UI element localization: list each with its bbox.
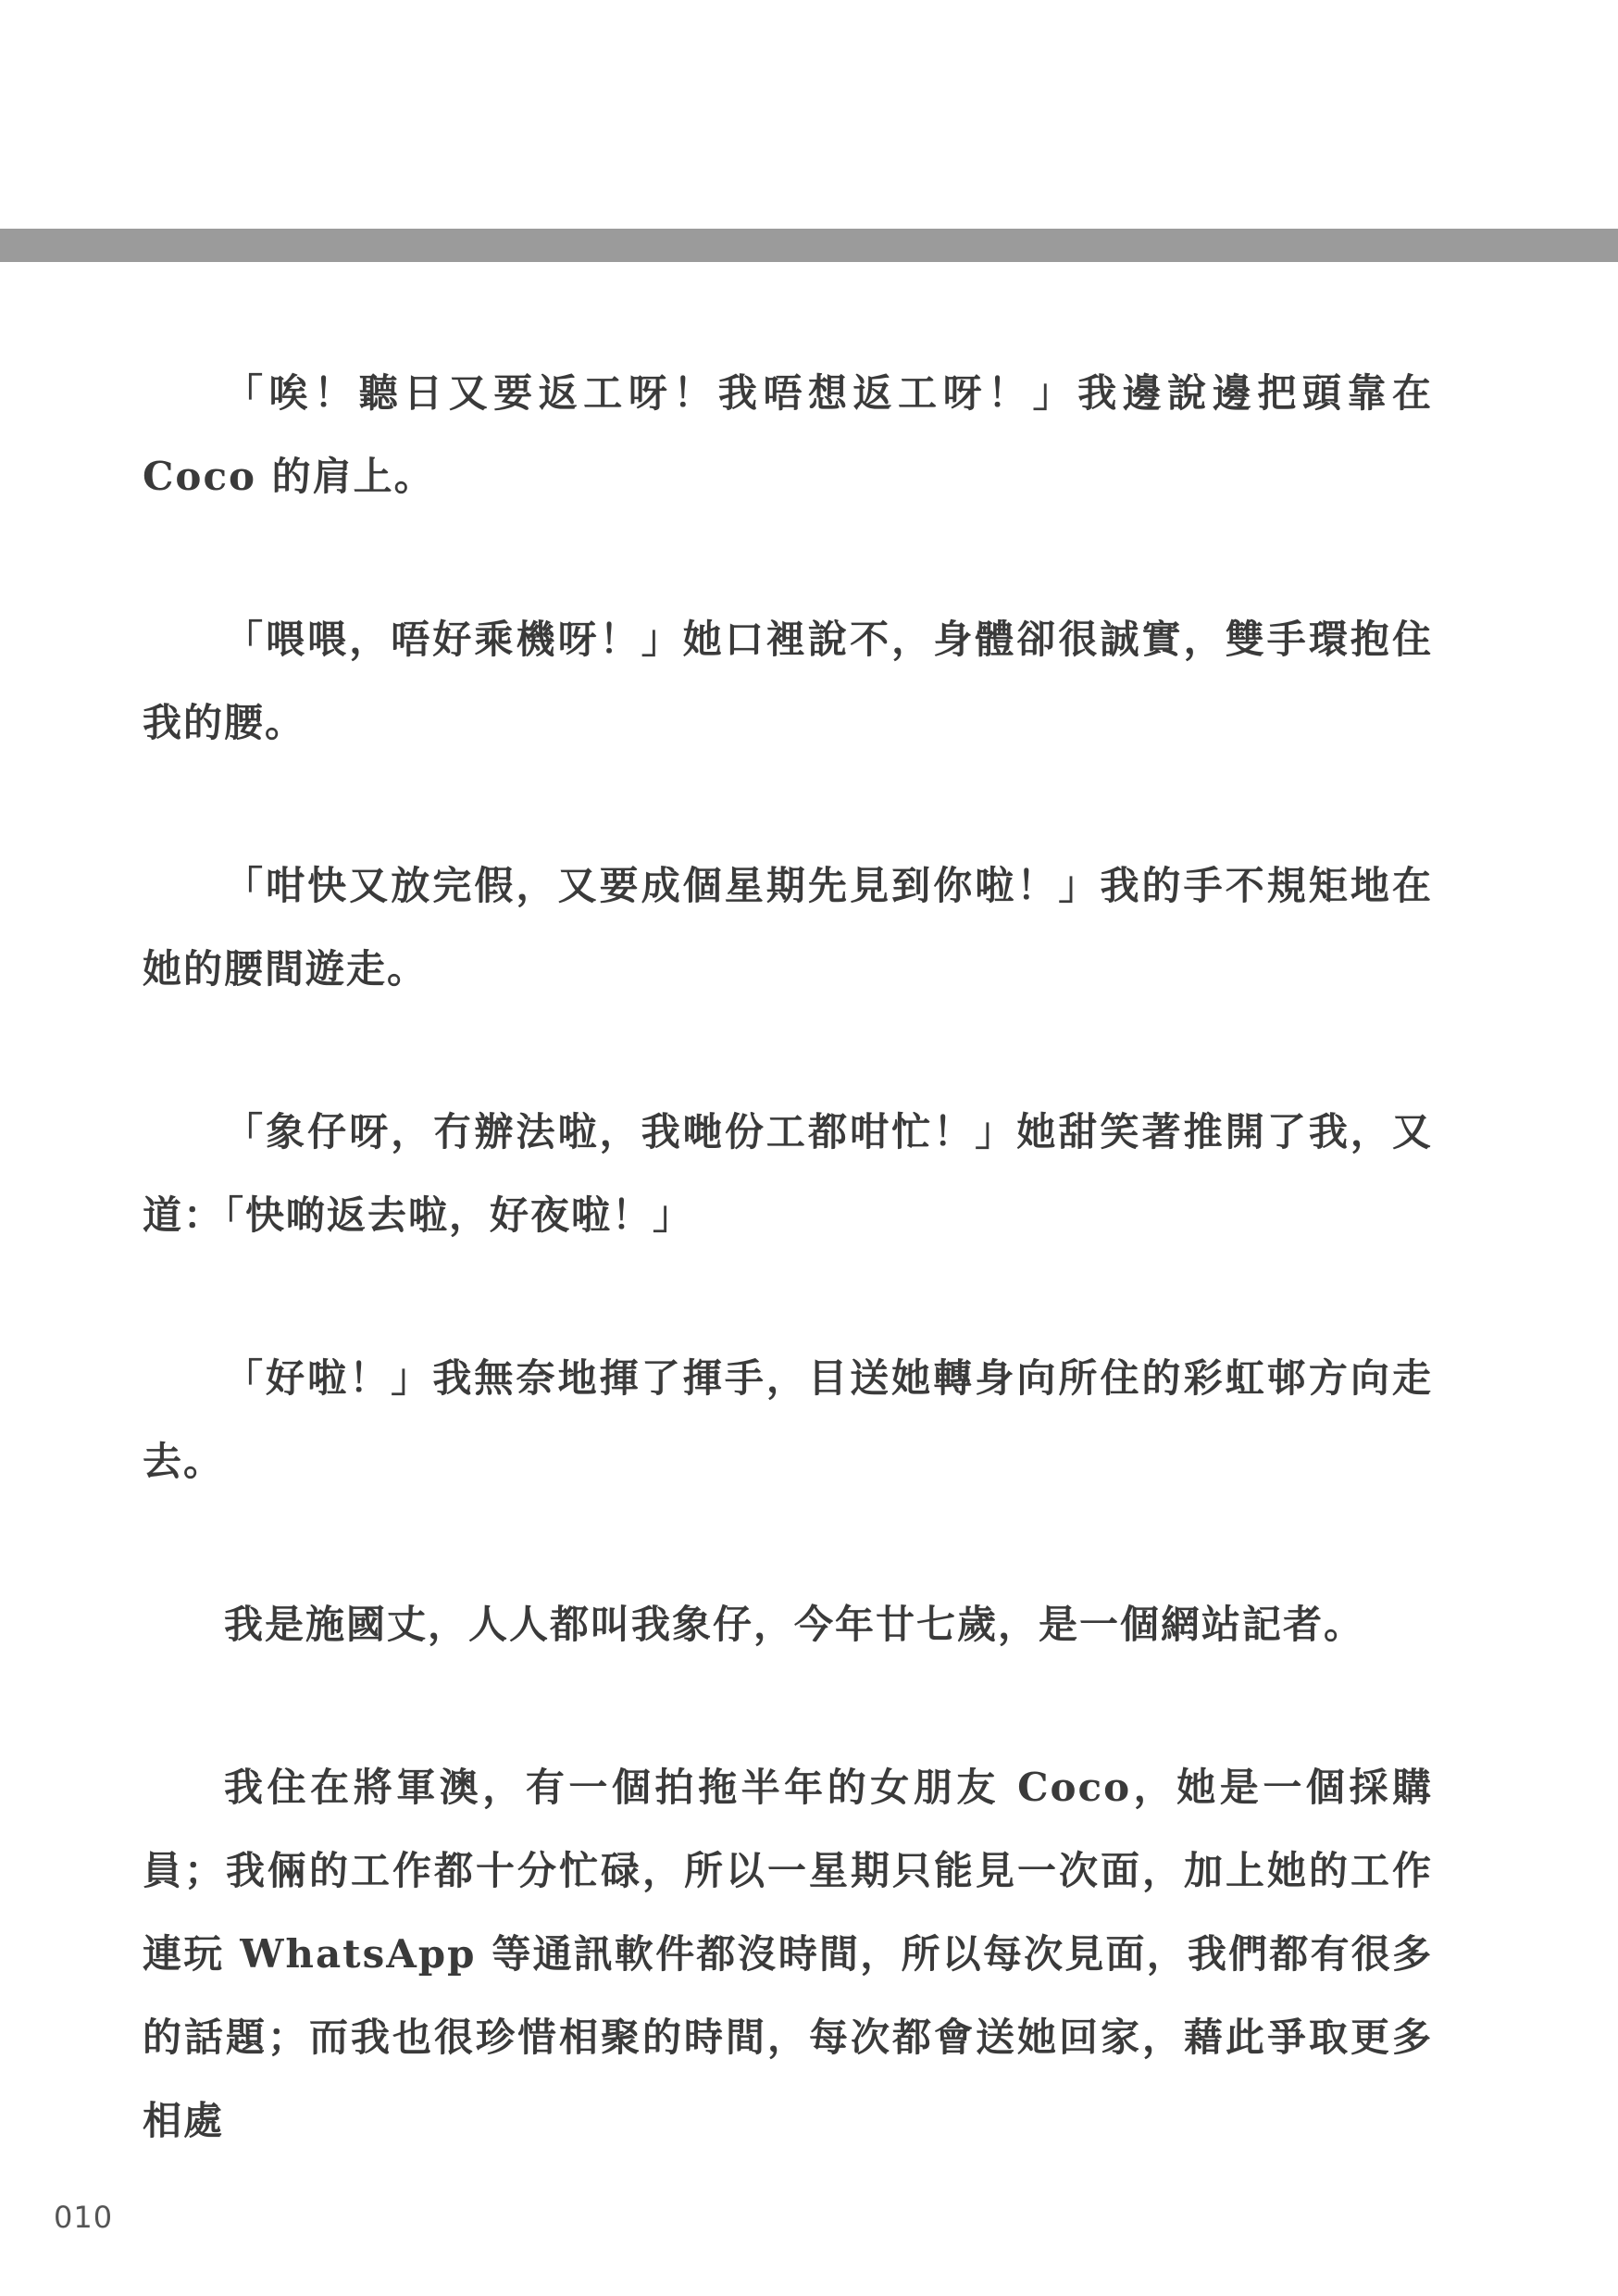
header-bar [0, 229, 1618, 262]
paragraph-6: 我是施國丈，人人都叫我象仔，今年廿七歲，是一個網站記者。 [224, 1602, 1365, 1647]
paragraph-2: 「喂喂，唔好乘機呀！」她口裡說不，身體卻很誠實，雙手環抱住我的腰。 [143, 617, 1433, 745]
paragraph-4: 「象仔呀，冇辦法啦，我哋份工都咁忙！」她甜笑著推開了我，又道：「快啲返去啦，好夜啦！」 [143, 1109, 1433, 1238]
paragraph-1: 「唉！聽日又要返工呀！我唔想返工呀！」我邊說邊把頭靠在 Coco 的肩上。 [143, 370, 1433, 499]
paragraph-3: 「咁快又放完假，又要成個星期先見到你啦！」我的手不規矩地在她的腰間遊走。 [143, 863, 1433, 992]
paragraph-7: 我住在將軍澳，有一個拍拖半年的女朋友 Coco，她是一個採購員；我倆的工作都十分忙碌，所以一星期只能見一次面，加上她的工作連玩 WhatsApp 等通訊軟件都沒時間，所以每次見面，我們都有很多的話題；而我也很珍惜相聚的時間，每次都會送她回家，藉此爭取更多相處 [143, 1765, 1433, 2143]
paragraph-5: 「好啦！」我無奈地揮了揮手，目送她轉身向所住的彩虹邨方向走去。 [143, 1355, 1433, 1484]
body-text [143, 352, 1433, 2163]
page-number: 010 [54, 2200, 114, 2235]
